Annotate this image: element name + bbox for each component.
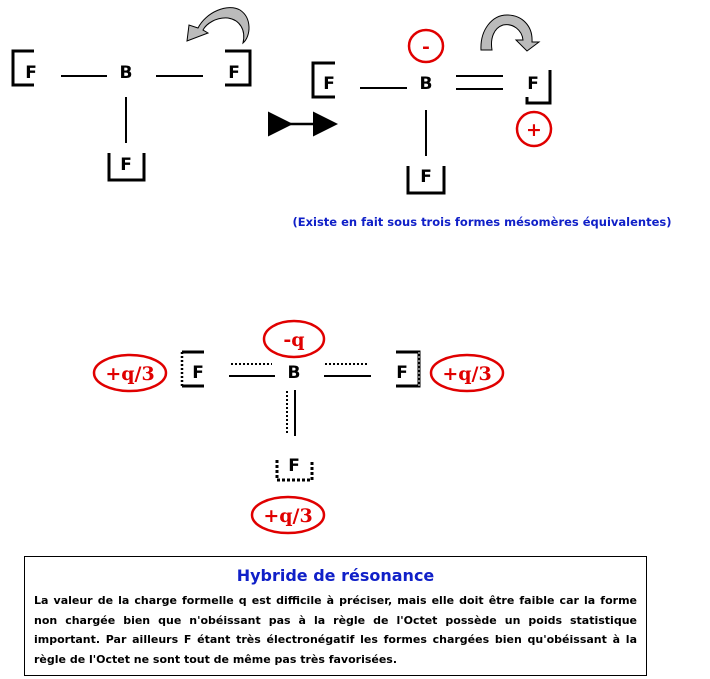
fluorine-right-atom: F bbox=[527, 74, 539, 94]
resonance-hybrid-box bbox=[24, 556, 647, 676]
box-title: Hybride de résonance bbox=[236, 566, 435, 585]
mesomeric-forms-note: (Existe en fait sous trois formes mésomères équivalentes) bbox=[292, 215, 672, 229]
fluorine-bottom-atom: F bbox=[420, 167, 432, 187]
fluorine-left-atom: F bbox=[192, 363, 204, 383]
curved-arrow-icon bbox=[481, 15, 539, 51]
structure-neutral bbox=[13, 8, 250, 180]
charge-left: +q/3 bbox=[105, 363, 155, 385]
curved-arrow-icon bbox=[187, 8, 249, 43]
boron-atom: B bbox=[119, 63, 133, 83]
charge-bottom: +q/3 bbox=[263, 505, 313, 527]
boron-atom: B bbox=[287, 363, 301, 383]
fluorine-left-atom: F bbox=[25, 63, 37, 83]
fluorine-right-atom: F bbox=[228, 63, 240, 83]
fluorine-bottom-atom: F bbox=[288, 456, 300, 476]
fluorine-left-atom: F bbox=[323, 74, 335, 94]
box-text: La valeur de la charge formelle q est difficile à préciser, mais elle doit être faible car la forme non chargée bien que n'obéissant pas à la règle de l'Octet possède un poids statistique important. Par ailleurs F étant très électronégatif les formes chargées bien qu'obéissant à la règle de l'Octet ne sont tout de même pas très favorisées. bbox=[34, 594, 637, 666]
charge-right: +q/3 bbox=[442, 363, 492, 385]
fluorine-bottom-atom: F bbox=[120, 155, 132, 175]
charge-boron: - bbox=[422, 36, 430, 58]
boron-atom: B bbox=[419, 74, 433, 94]
resonance-hybrid bbox=[94, 321, 503, 533]
charge-boron: -q bbox=[283, 329, 305, 351]
fluorine-right-atom: F bbox=[396, 363, 408, 383]
structure-charged bbox=[313, 15, 551, 193]
charge-fluorine: + bbox=[526, 119, 542, 141]
